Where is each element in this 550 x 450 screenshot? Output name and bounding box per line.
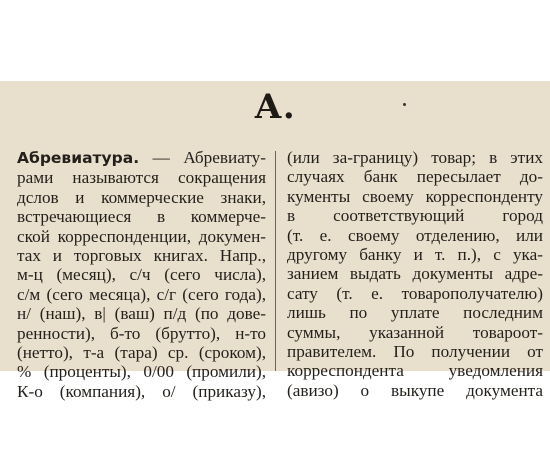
right-line: (авизо) о выкупе документа <box>287 380 543 400</box>
left-line: н/ (наш), в| (ваш) п/д (по дове- <box>17 304 266 324</box>
book-page <box>0 81 550 401</box>
right-line: корреспондента уведомления <box>287 361 543 381</box>
right-line: занием выдать документы адре- <box>287 264 543 284</box>
right-line: другому банку и т. п.), с ука- <box>287 245 543 265</box>
right-column <box>287 148 543 400</box>
right-line: случаях банк пересылает до- <box>287 167 543 187</box>
right-line: суммы, указанной товароот- <box>287 322 543 342</box>
column-divider <box>275 151 276 371</box>
right-line: (т. е. своему отделению, или <box>287 225 543 245</box>
right-line: сату (т. е. товарополучателю) <box>287 283 543 303</box>
left-line: с/м (сего месяца), с/г (сего года), <box>17 284 266 304</box>
right-line: в соответствующий город <box>287 206 543 226</box>
left-line: К-о (компания), о/ (приказу), <box>17 381 266 401</box>
right-line: лишь по уплате последним <box>287 303 543 323</box>
right-line: правителем. По получении от <box>287 342 543 362</box>
left-column <box>17 148 266 401</box>
entry-term: Абревиатура. <box>17 149 140 167</box>
section-heading: А. <box>254 87 296 127</box>
left-line <box>17 148 266 168</box>
left-line: % (проценты), 0/00 (промили), <box>17 362 266 382</box>
left-line: ренности), б-то (брутто), н-то <box>17 323 266 343</box>
left-line: встречающиеся в коммерче- <box>17 207 266 227</box>
print-speck <box>403 103 406 106</box>
left-line: ской корреспонденции, докумен- <box>17 226 266 246</box>
entry-intro: — Абревиату- <box>139 148 266 167</box>
left-line: тах и торговых книгах. Напр., <box>17 246 266 266</box>
left-line: (нетто), т-а (тара) ср. (сроком), <box>17 343 266 363</box>
right-line: (или за-границу) товар; в этих <box>287 148 543 167</box>
left-line: м-ц (месяц), с/ч (сего числа), <box>17 265 266 285</box>
right-line: кументы своему корреспонденту <box>287 186 543 206</box>
left-line: дслов и коммерческие знаки, <box>17 187 266 207</box>
left-line: рами называются сокращения <box>17 168 266 188</box>
